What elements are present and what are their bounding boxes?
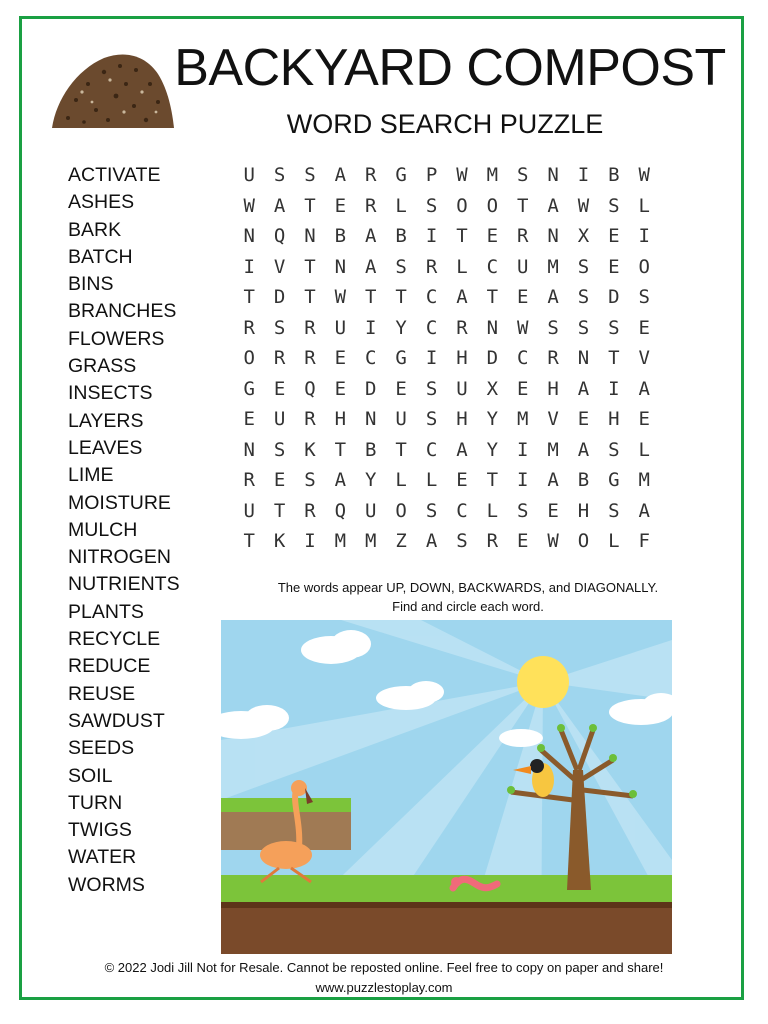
grid-letter[interactable]: I [577, 164, 590, 186]
grid-letter[interactable]: C [425, 438, 438, 461]
grid-letter[interactable]: T [365, 286, 377, 308]
grid-letter[interactable]: A [577, 438, 590, 461]
word-list-item: RECYCLE [68, 628, 161, 651]
soil-strip [221, 902, 672, 954]
grid-letter[interactable]: B [334, 225, 347, 247]
word-list-item: FLOWERS [68, 327, 165, 350]
grid-letter[interactable]: E [243, 408, 255, 430]
grid-letter[interactable]: H [334, 408, 347, 430]
grid-letter[interactable]: L [395, 469, 407, 491]
grid-letter[interactable]: R [243, 469, 255, 491]
grid-letter[interactable]: O [577, 530, 590, 552]
grid-letter[interactable]: B [577, 469, 590, 491]
grid-letter[interactable]: X [486, 377, 499, 400]
grid-letter[interactable]: L [425, 469, 438, 491]
compost-pile-icon [46, 40, 178, 136]
grid-letter[interactable]: A [273, 194, 286, 217]
grid-letter[interactable]: E [638, 316, 650, 339]
grid-letter[interactable]: N [547, 225, 559, 247]
grid-letter[interactable]: D [365, 377, 377, 400]
copyright-text: © 2022 Jodi Jill Not for Resale. Cannot be reposted online. Feel free to copy on paper and share! [104, 960, 664, 975]
grid-letter[interactable]: A [547, 194, 559, 217]
word-list-item: REDUCE [68, 655, 151, 678]
grid-letter[interactable]: S [577, 255, 590, 278]
grid-letter[interactable]: U [456, 377, 468, 400]
instructions [230, 578, 706, 616]
grid-letter[interactable]: O [638, 255, 650, 278]
grid-letter[interactable]: S [304, 164, 316, 186]
grid-letter[interactable]: I [365, 316, 377, 339]
grid-letter[interactable]: Y [395, 316, 407, 339]
grid-letter[interactable]: E [334, 194, 347, 217]
grid-letter[interactable]: E [516, 377, 529, 400]
grid-letter[interactable]: I [425, 225, 438, 247]
grid-letter[interactable]: B [395, 225, 407, 247]
grid-letter[interactable]: E [395, 377, 407, 400]
grid-letter[interactable]: E [516, 286, 529, 308]
grid-letter[interactable]: K [273, 530, 286, 552]
word-list [68, 162, 180, 899]
word-list-item: SOIL [68, 764, 113, 787]
grass-strip [221, 875, 672, 905]
grid-letter[interactable]: Y [486, 438, 499, 461]
word-list-item: NUTRIENTS [68, 573, 180, 596]
word-list-item: INSECTS [68, 382, 153, 405]
grid-letter[interactable]: Q [273, 225, 286, 247]
word-list-item: PLANTS [68, 600, 144, 623]
grid-letter[interactable]: H [456, 347, 468, 369]
grid-letter[interactable]: G [243, 377, 255, 400]
grid-letter[interactable]: R [304, 316, 316, 339]
word-list-item: LEAVES [68, 436, 143, 459]
grid-letter[interactable]: A [547, 286, 559, 308]
grid-letter[interactable]: R [304, 499, 316, 522]
grid-letter[interactable]: A [577, 377, 590, 400]
word-list-item: NITROGEN [68, 546, 171, 569]
grid-letter[interactable]: S [577, 286, 590, 308]
grid-letter[interactable]: T [304, 286, 316, 308]
grid-letter[interactable]: R [486, 530, 499, 552]
grid-letter[interactable]: S [608, 194, 620, 217]
word-list-item: BATCH [68, 245, 133, 268]
grid-letter[interactable]: S [608, 316, 620, 339]
page-subtitle: WORD SEARCH PUZZLE [286, 109, 604, 139]
grid-letter[interactable]: H [608, 408, 620, 430]
grid-letter[interactable]: E [273, 377, 286, 400]
grid-letter[interactable]: C [425, 286, 438, 308]
grid-letter[interactable]: S [395, 255, 407, 278]
grid-letter[interactable]: A [334, 469, 347, 491]
word-list-item: BARK [68, 218, 122, 241]
grid-letter[interactable]: T [395, 286, 407, 308]
grid-letter[interactable]: Y [365, 469, 377, 491]
grid-letter[interactable]: D [273, 286, 286, 308]
grid-letter[interactable]: T [273, 499, 286, 522]
word-list-item: LIME [68, 464, 114, 487]
grid-letter[interactable]: S [577, 316, 590, 339]
word-list-item: ASHES [68, 191, 135, 214]
letter-grid [234, 160, 659, 557]
grid-letter[interactable]: H [547, 377, 559, 400]
grid-letter[interactable]: N [547, 164, 559, 186]
instructions-line-1: The words appear UP, DOWN, BACKWARDS, and DIAGONALLY. [277, 580, 659, 595]
grid-letter[interactable]: U [243, 164, 255, 186]
grid-letter[interactable]: Y [486, 408, 499, 430]
grid-letter[interactable]: G [395, 164, 407, 186]
word-list-item: REUSE [68, 682, 136, 705]
grid-letter[interactable]: W [334, 286, 347, 308]
grid-letter[interactable]: D [608, 286, 620, 308]
grid-letter[interactable]: W [516, 316, 529, 339]
grid-letter[interactable]: R [425, 255, 438, 278]
grid-letter[interactable]: T [243, 530, 255, 552]
grid-letter[interactable]: N [486, 316, 499, 339]
grid-letter[interactable]: G [608, 469, 620, 491]
grid-letter[interactable]: W [547, 530, 559, 552]
grid-letter[interactable]: N [334, 255, 347, 278]
grid-letter[interactable]: E [486, 225, 499, 247]
grid-letter[interactable]: I [304, 530, 316, 552]
grid-letter[interactable]: B [608, 164, 620, 186]
sun-icon [517, 656, 569, 708]
grid-letter[interactable]: T [304, 255, 316, 278]
grid-letter[interactable]: Q [304, 377, 316, 400]
grid-letter[interactable]: W [456, 164, 468, 186]
grid-letter[interactable]: S [425, 377, 438, 400]
grid-letter[interactable]: A [456, 286, 468, 308]
grid-letter[interactable]: E [273, 469, 286, 491]
word-list-item: SAWDUST [68, 709, 165, 732]
grid-letter[interactable]: E [516, 530, 529, 552]
grid-letter[interactable]: S [638, 286, 650, 308]
grid-letter[interactable]: L [608, 530, 620, 552]
word-list-item: GRASS [68, 355, 137, 378]
grid-letter[interactable]: V [273, 255, 286, 278]
grid-letter[interactable]: M [547, 438, 559, 461]
grid-letter[interactable]: S [608, 499, 620, 522]
grid-letter[interactable]: O [395, 499, 407, 522]
grid-letter[interactable]: E [608, 225, 620, 247]
grid-letter[interactable]: N [577, 347, 590, 369]
grid-letter[interactable]: A [547, 469, 559, 491]
grid-letter[interactable]: M [516, 408, 529, 430]
grid-letter[interactable]: E [638, 408, 650, 430]
compost-illustration [221, 620, 672, 954]
word-list-item: LAYERS [68, 409, 144, 432]
grid-letter[interactable]: I [516, 438, 529, 461]
grid-letter[interactable]: C [456, 499, 468, 522]
grid-letter[interactable]: R [365, 164, 377, 186]
grid-letter[interactable]: T [334, 438, 347, 461]
grid-letter[interactable]: O [456, 194, 468, 217]
grid-letter[interactable]: A [425, 530, 438, 552]
grid-letter[interactable]: U [365, 499, 377, 522]
grid-letter[interactable]: E [456, 469, 468, 491]
grid-letter[interactable]: A [365, 225, 377, 247]
grid-letter[interactable]: S [608, 438, 620, 461]
word-list-item: BINS [68, 273, 114, 296]
grid-letter[interactable]: W [577, 194, 590, 217]
grid-letter[interactable]: S [273, 316, 286, 339]
grid-letter[interactable]: H [577, 499, 590, 522]
grid-letter[interactable]: C [486, 255, 499, 278]
grid-letter[interactable]: U [334, 316, 347, 339]
grid-letter[interactable]: S [425, 194, 438, 217]
grid-letter[interactable]: S [425, 499, 438, 522]
grid-letter[interactable]: E [334, 377, 347, 400]
grid-letter[interactable]: S [456, 530, 468, 552]
word-list-item: TWIGS [68, 819, 132, 842]
grid-letter[interactable]: I [638, 225, 650, 247]
grid-letter[interactable]: N [243, 225, 255, 247]
grid-letter[interactable]: Z [395, 530, 407, 552]
grid-letter[interactable]: F [638, 530, 650, 552]
grid-letter[interactable]: V [638, 347, 650, 369]
grid-letter[interactable]: S [304, 469, 316, 491]
grid-letter[interactable]: A [365, 255, 377, 278]
grid-letter[interactable]: L [486, 499, 499, 522]
grid-letter[interactable]: R [516, 225, 529, 247]
grid-letter[interactable]: U [516, 255, 529, 278]
grid-letter[interactable]: Q [334, 499, 347, 522]
grid-letter[interactable]: C [425, 316, 438, 339]
grid-letter[interactable]: U [395, 408, 407, 430]
grid-letter[interactable]: D [486, 347, 499, 369]
word-list-item: SEEDS [68, 737, 135, 760]
grid-letter[interactable]: N [243, 438, 255, 461]
grid-letter[interactable]: C [365, 347, 377, 369]
grid-letter[interactable]: I [243, 255, 255, 278]
grid-letter[interactable]: S [273, 164, 286, 186]
grid-letter[interactable]: B [365, 438, 377, 461]
grid-letter[interactable]: C [516, 347, 529, 369]
grid-letter[interactable]: L [638, 438, 650, 461]
grid-letter[interactable]: U [273, 408, 286, 430]
grid-letter[interactable]: M [334, 530, 347, 552]
grid-letter[interactable]: M [365, 530, 377, 552]
grid-letter[interactable]: H [456, 408, 468, 430]
grid-letter[interactable]: P [425, 164, 438, 186]
grid-letter[interactable]: K [304, 438, 316, 461]
grid-letter[interactable]: E [334, 347, 347, 369]
grid-letter[interactable]: T [608, 347, 620, 369]
grid-letter[interactable]: G [395, 347, 407, 369]
grid-letter[interactable]: S [516, 164, 529, 186]
grid-letter[interactable]: E [608, 255, 620, 278]
footer [30, 958, 738, 998]
grid-letter[interactable]: L [638, 194, 650, 217]
grid-letter[interactable]: L [456, 255, 468, 278]
grid-letter[interactable]: A [456, 438, 468, 461]
grid-letter[interactable]: R [547, 347, 559, 369]
grid-letter[interactable]: S [547, 316, 559, 339]
grid-letter[interactable]: T [395, 438, 407, 461]
grid-letter[interactable]: M [547, 255, 559, 278]
grid-letter[interactable]: R [243, 316, 255, 339]
word-list-item: ACTIVATE [68, 164, 161, 186]
grid-letter[interactable]: I [425, 347, 438, 369]
word-list-item: WORMS [68, 873, 145, 896]
grid-letter[interactable]: M [486, 164, 499, 186]
word-list-item: MOISTURE [68, 491, 171, 514]
grid-letter[interactable]: O [486, 194, 499, 217]
grid-letter[interactable]: R [304, 347, 316, 369]
grid-letter[interactable]: R [365, 194, 377, 217]
grid-letter[interactable]: T [516, 194, 529, 217]
grid-letter[interactable]: R [273, 347, 286, 369]
grid-letter[interactable]: T [486, 286, 499, 308]
grid-letter[interactable]: W [243, 194, 255, 217]
grid-letter[interactable]: S [273, 438, 286, 461]
grid-letter[interactable]: T [304, 194, 316, 217]
grid-letter[interactable]: L [395, 194, 407, 217]
grid-letter[interactable]: R [304, 408, 316, 430]
grid-letter[interactable]: X [577, 225, 590, 247]
word-list-item: MULCH [68, 518, 138, 541]
grid-letter[interactable]: T [456, 225, 468, 247]
grid-letter[interactable]: E [577, 408, 590, 430]
grid-letter[interactable]: I [608, 377, 620, 400]
grid-letter[interactable]: S [516, 499, 529, 522]
grid-letter[interactable]: A [638, 377, 650, 400]
instructions-line-2: Find and circle each word. [392, 599, 544, 614]
word-list-item: WATER [68, 846, 137, 869]
grid-letter[interactable]: U [243, 499, 255, 522]
grid-letter[interactable]: V [547, 408, 559, 430]
grid-letter[interactable]: M [638, 469, 650, 491]
grid-letter[interactable]: W [638, 164, 650, 186]
grid-letter[interactable]: N [365, 408, 377, 430]
grid-letter[interactable]: T [243, 286, 255, 308]
grid-letter[interactable]: S [425, 408, 438, 430]
grid-letter[interactable]: A [638, 499, 650, 522]
website-link[interactable]: www.puzzlestoplay.com [315, 980, 453, 995]
grid-letter[interactable]: I [516, 469, 529, 491]
grid-letter[interactable]: E [547, 499, 559, 522]
grid-letter[interactable]: O [243, 347, 255, 369]
grid-letter[interactable]: A [334, 164, 347, 186]
grid-letter[interactable]: R [456, 316, 468, 339]
page-title: BACKYARD COMPOST [174, 39, 726, 97]
grid-letter[interactable]: N [304, 225, 316, 247]
word-list-item: BRANCHES [68, 300, 177, 323]
grid-letter[interactable]: T [486, 469, 499, 491]
word-list-item: TURN [68, 791, 123, 814]
